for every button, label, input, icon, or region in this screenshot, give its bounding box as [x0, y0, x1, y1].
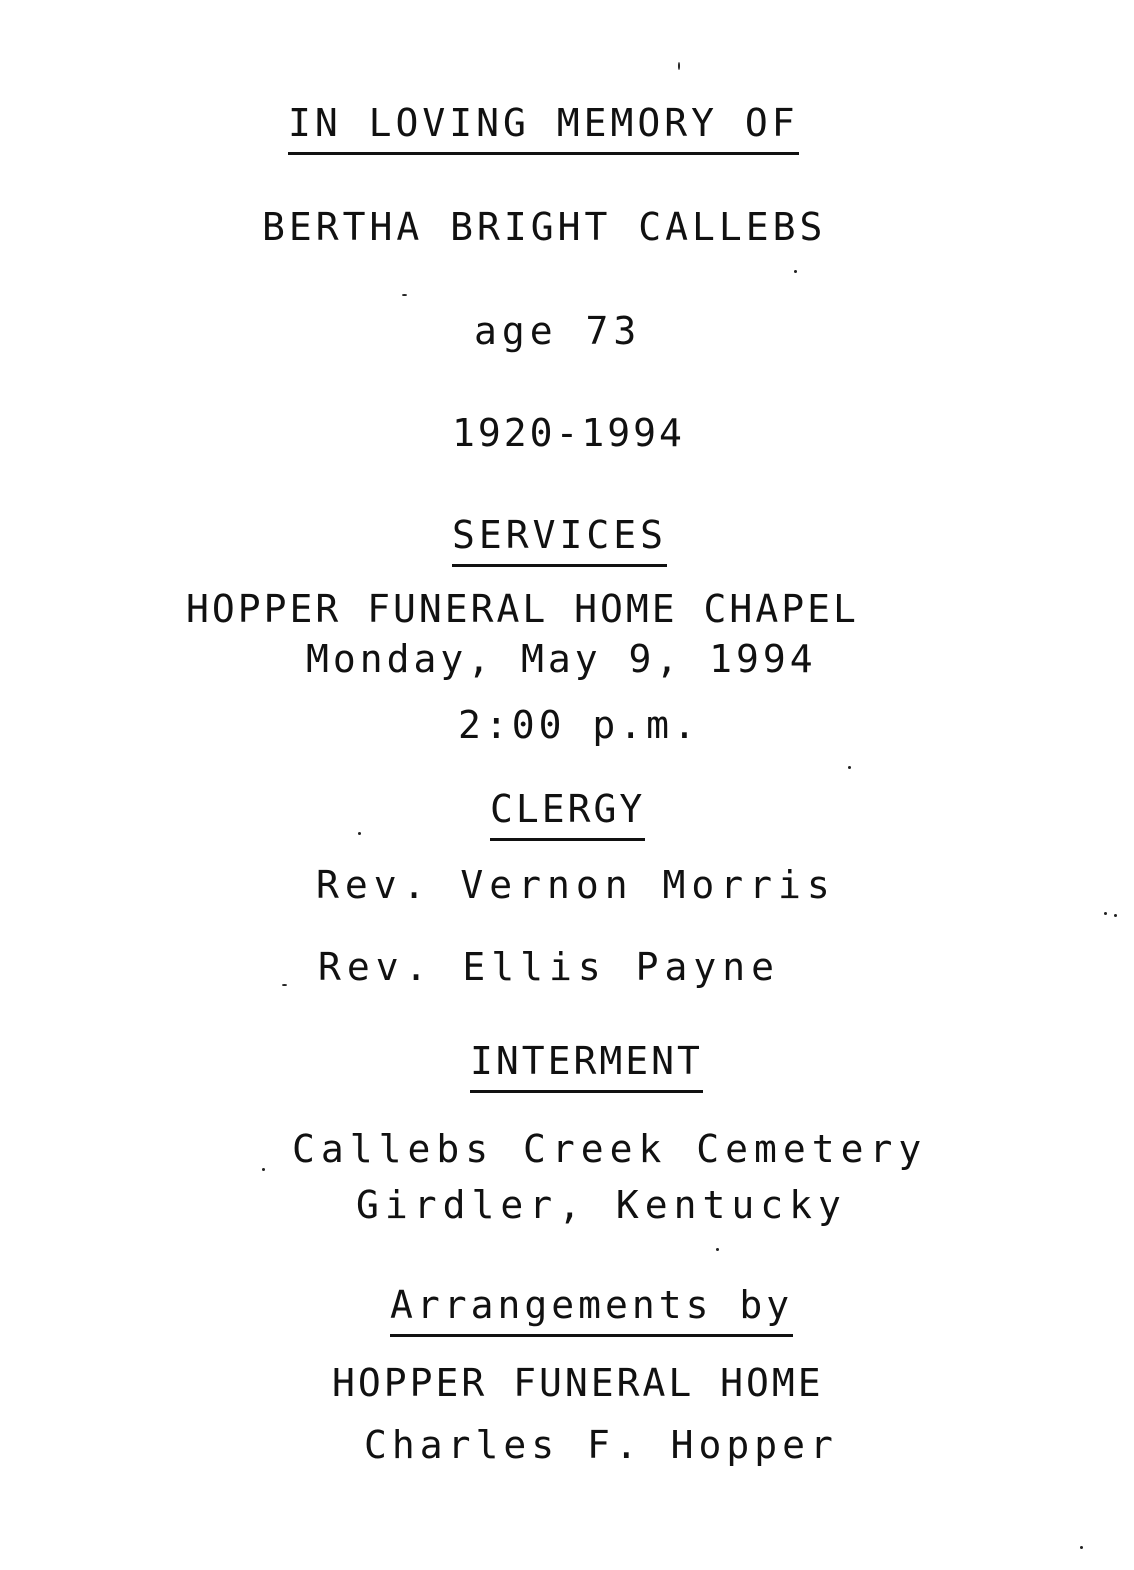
services-heading: SERVICES	[452, 516, 667, 567]
clergy-heading: CLERGY	[490, 790, 645, 841]
interment-cemetery: Callebs Creek Cemetery	[292, 1127, 928, 1171]
arrangements-director: Charles F. Hopper	[364, 1423, 838, 1467]
scan-speck	[848, 766, 851, 769]
scan-speck	[1080, 1546, 1083, 1549]
scan-speck	[262, 1168, 265, 1171]
interment-place: Girdler, Kentucky	[356, 1183, 847, 1227]
years: 1920-1994	[452, 411, 685, 455]
scan-speck	[678, 62, 680, 70]
scan-speck	[402, 294, 407, 296]
scan-speck	[794, 270, 797, 273]
services-date: Monday, May 9, 1994	[306, 637, 817, 681]
scan-speck	[282, 984, 287, 986]
arrangements-home: HOPPER FUNERAL HOME	[332, 1361, 824, 1405]
clergy-name: Rev. Ellis Payne	[318, 945, 781, 989]
clergy-name: Rev. Vernon Morris	[316, 863, 836, 907]
age: age 73	[474, 309, 642, 353]
scan-speck	[1114, 914, 1117, 917]
services-time: 2:00 p.m.	[458, 703, 700, 747]
scan-speck	[716, 1248, 719, 1251]
scan-speck	[1104, 912, 1107, 915]
scan-speck	[358, 832, 361, 835]
interment-heading: INTERMENT	[470, 1042, 703, 1093]
heading: IN LOVING MEMORY OF	[288, 104, 799, 155]
arrangements-heading: Arrangements by	[390, 1286, 793, 1337]
services-location: HOPPER FUNERAL HOME CHAPEL	[186, 587, 859, 631]
deceased-name: BERTHA BRIGHT CALLEBS	[262, 205, 827, 249]
